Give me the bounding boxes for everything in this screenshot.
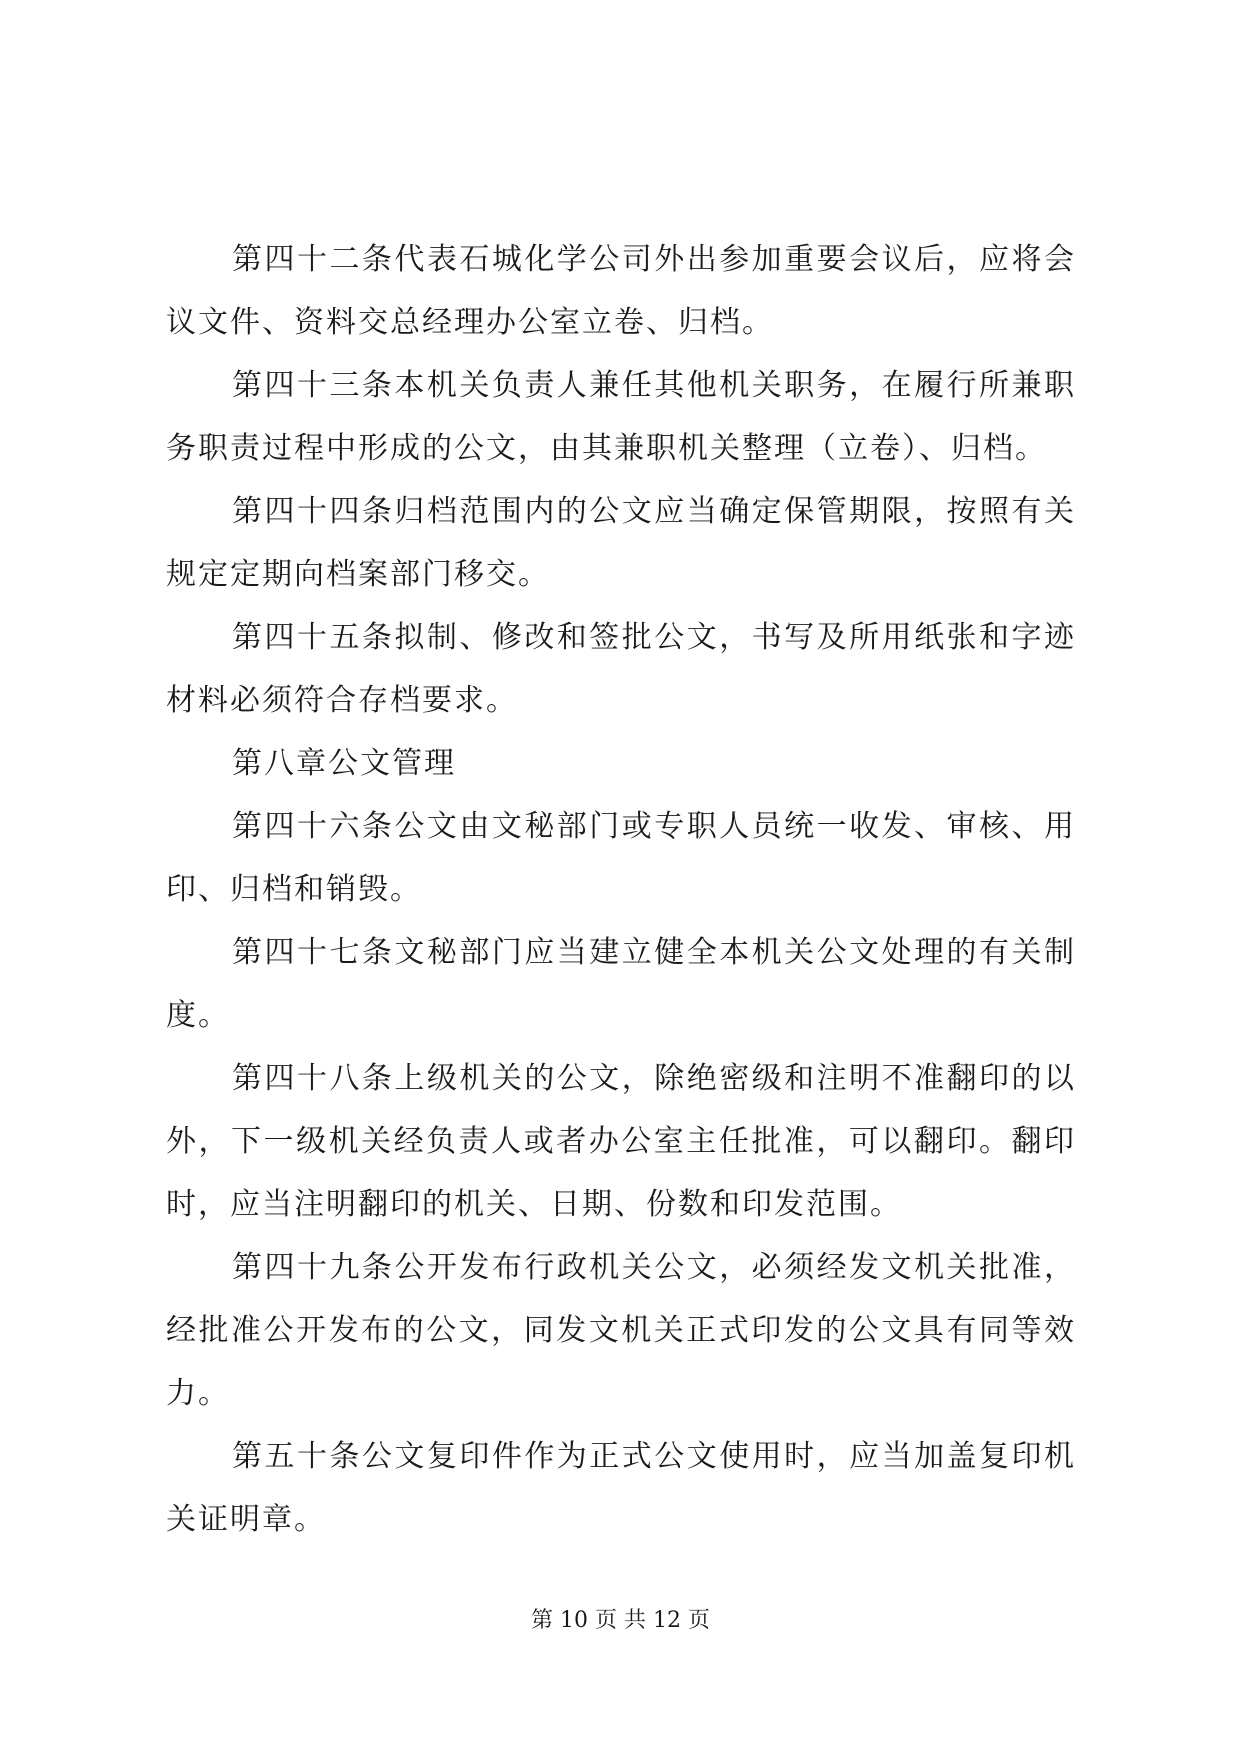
chapter-heading: 第八章公文管理	[232, 746, 456, 781]
paragraph-article-47: 第四十七条文秘部门应当建立健全本机关公文处理的有关制度。	[166, 935, 1076, 1033]
paragraph-article-50: 第五十条公文复印件作为正式公文使用时，应当加盖复印机关证明章。	[166, 1439, 1076, 1537]
page-number-footer: 第 10 页 共 12 页	[531, 1608, 710, 1633]
paragraph-article-44: 第四十四条归档范围内的公文应当确定保管期限，按照有关规定定期向档案部门移交。	[166, 494, 1076, 592]
paragraph-article-45: 第四十五条拟制、修改和签批公文，书写及所用纸张和字迹材料必须符合存档要求。	[166, 620, 1076, 718]
paragraph-article-42: 第四十二条代表石城化学公司外出参加重要会议后，应将会议文件、资料交总经理办公室立卷、归档。	[166, 242, 1076, 340]
paragraph-article-49: 第四十九条公开发布行政机关公文，必须经发文机关批准，经批准公开发布的公文，同发文机关正式印发的公文具有同等效力。	[166, 1250, 1076, 1411]
paragraph-article-46: 第四十六条公文由文秘部门或专职人员统一收发、审核、用印、归档和销毁。	[166, 809, 1076, 907]
paragraph-article-48: 第四十八条上级机关的公文，除绝密级和注明不准翻印的以外，下一级机关经负责人或者办公室主任批准，可以翻印。翻印时，应当注明翻印的机关、日期、份数和印发范围。	[166, 1061, 1076, 1222]
document-body	[166, 228, 1076, 1551]
paragraph-article-43: 第四十三条本机关负责人兼任其他机关职务，在履行所兼职务职责过程中形成的公文，由其兼职机关整理（立卷）、归档。	[166, 368, 1076, 466]
